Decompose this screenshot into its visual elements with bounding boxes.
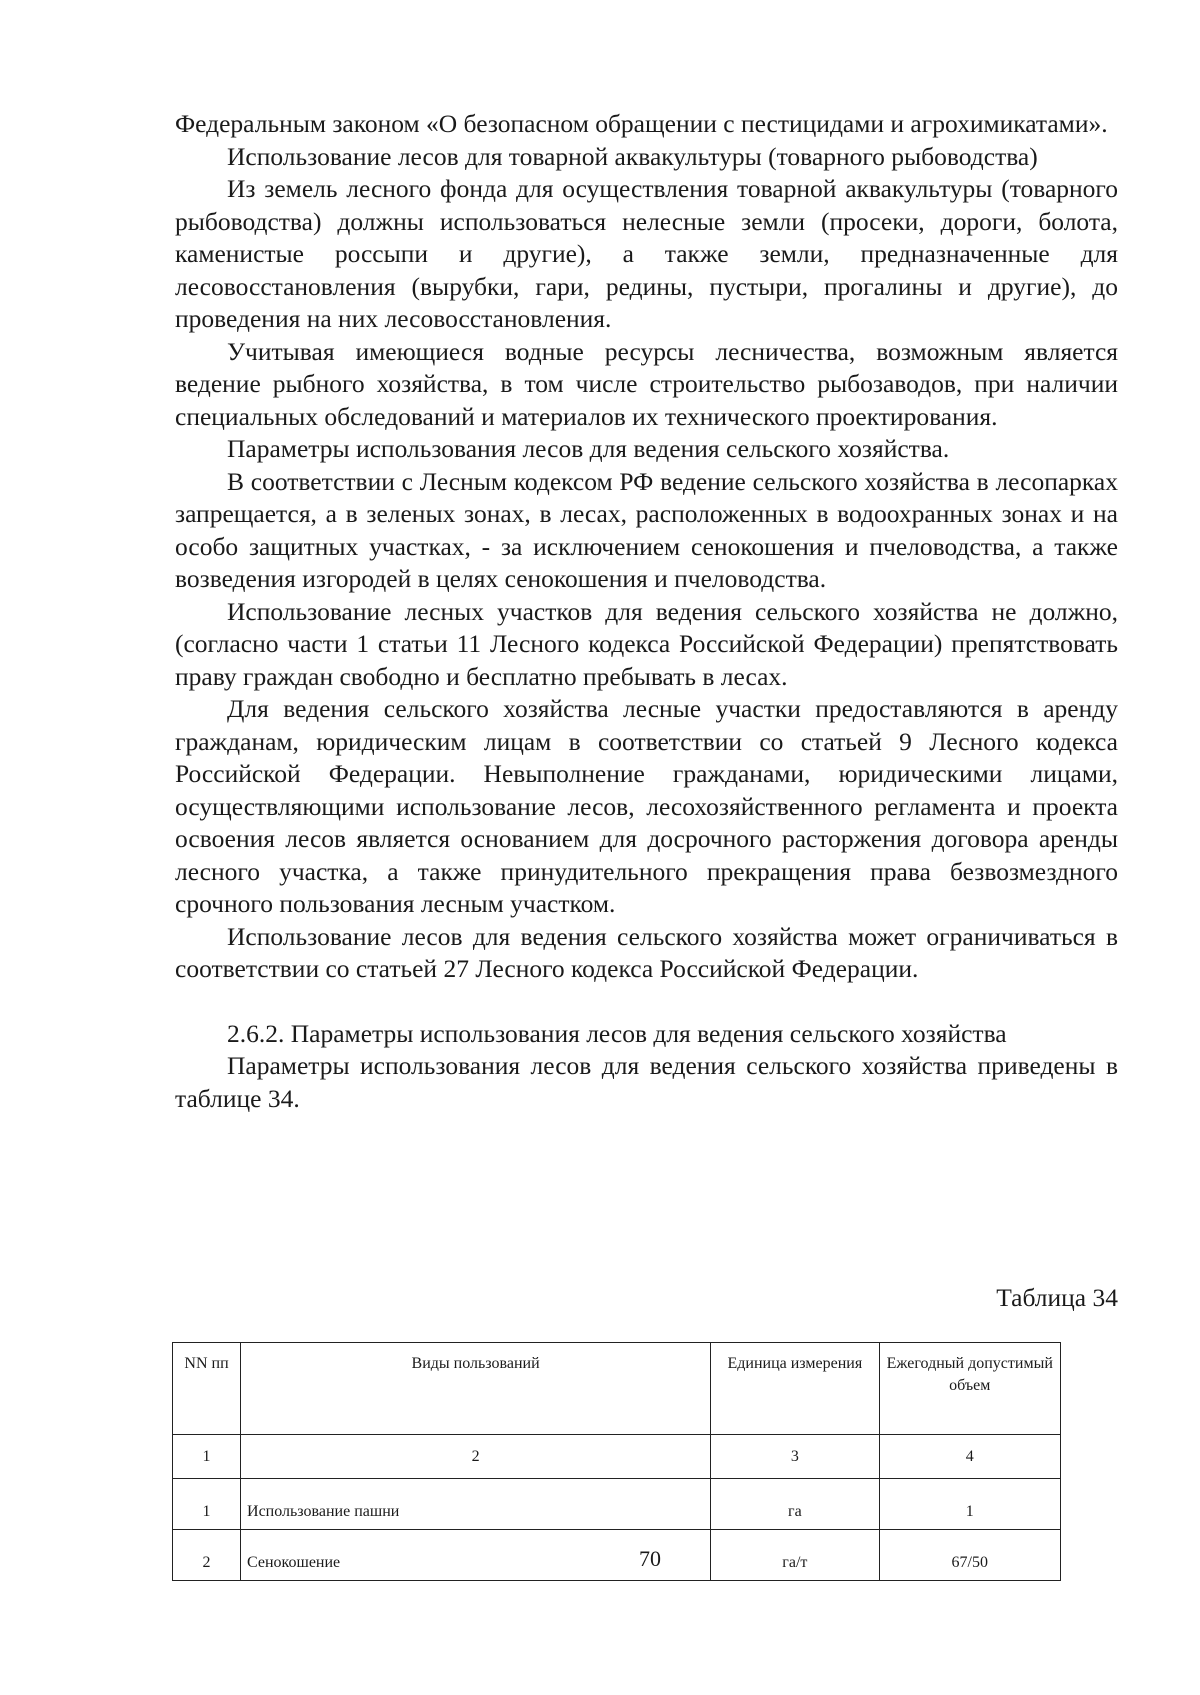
- header-unit: Единица измерения: [711, 1343, 879, 1435]
- table-cell: 1: [879, 1479, 1060, 1530]
- table-caption: Таблица 34: [996, 1283, 1118, 1312]
- page-number: 70: [639, 1546, 661, 1571]
- section-2-6-2: [175, 1018, 1118, 1116]
- header-number: NN пп: [173, 1343, 241, 1435]
- header-annual-volume: Ежегодный допустимый объем: [879, 1343, 1060, 1435]
- header-usage-type: Виды пользований: [241, 1343, 711, 1435]
- table-cell: Использование пашни: [241, 1479, 711, 1530]
- column-number-row: [173, 1435, 1061, 1479]
- table-cell: 2: [241, 1435, 711, 1479]
- table-cell: Сенокошение: [241, 1530, 711, 1581]
- table-cell: 1: [173, 1479, 241, 1530]
- paragraph: Федеральным законом «О безопасном обращении с пестицидами и агрохимикатами».: [175, 109, 1108, 138]
- table-header-row: [173, 1343, 1061, 1435]
- paragraph: Для ведения сельского хозяйства лесные участки предоставляются в аренду гражданам, юридическим лицам в соответствии со статьей 9 Лесного кодекса Российской Федерации. Невыполнение гражданами, юридическими лицами, осуществляющими использование лесов, лесохозяйственного регламента и проекта освоения лесов является основанием для досрочного расторжения договора аренды лесного участка, а также принудительного прекращения права безвозмездного срочного пользования лесным участком.: [175, 694, 1118, 918]
- paragraph: Из земель лесного фонда для осуществления товарной аквакультуры (товарного рыбоводства) должны использоваться нелесные земли (просеки, дороги, болота, каменистые россыпи и другие), а также земли, предназначенные для лесовосстановления (вырубки, гари, редины, пустыри, прогалины и другие), до проведения на них лесовосстановления.: [175, 174, 1118, 333]
- table-cell: 4: [879, 1435, 1060, 1479]
- paragraph: Использование лесов для ведения сельского хозяйства может ограничиваться в соответствии со статьей 27 Лесного кодекса Российской Федерации.: [175, 921, 1118, 983]
- section-intro: Параметры использования лесов для ведения сельского хозяйства приведены в таблице 34.: [175, 1051, 1118, 1113]
- section-heading: 2.6.2. Параметры использования лесов для ведения сельского хозяйства: [227, 1018, 1007, 1048]
- document-body: [175, 108, 1118, 1115]
- table-row: [173, 1479, 1061, 1530]
- table-cell: га: [711, 1479, 879, 1530]
- paragraph-subheading: Использование лесов для товарной аквакультуры (товарного рыбоводства): [227, 141, 1038, 171]
- paragraph: Учитывая имеющиеся водные ресурсы лесничества, возможным является ведение рыбного хозяйства, в том числе строительство рыбозаводов, при наличии специальных обследований и материалов их технического проектирования.: [175, 336, 1118, 431]
- paragraph: Использование лесных участков для ведения сельского хозяйства не должно, (согласно части 1 статьи 11 Лесного кодекса Российской Федерации) препятствовать праву граждан свободно и бесплатно пребывать в лесах.: [175, 596, 1118, 691]
- paragraph: В соответствии с Лесным кодексом РФ ведение сельского хозяйства в лесопарках запрещается, а в зеленых зонах, в лесах, расположенных в водоохранных зонах и на особо защитных участках, - за исключением сенокошения и пчеловодства, а также возведения изгородей в целях сенокошения и пчеловодства.: [175, 466, 1118, 593]
- table-cell: 3: [711, 1435, 879, 1479]
- table-cell: 1: [173, 1435, 241, 1479]
- table-cell: 2: [173, 1530, 241, 1581]
- paragraph-subheading: Параметры использования лесов для ведения сельского хозяйства.: [227, 434, 950, 463]
- table-cell: 67/50: [879, 1530, 1060, 1581]
- table-cell: га/т: [711, 1530, 879, 1581]
